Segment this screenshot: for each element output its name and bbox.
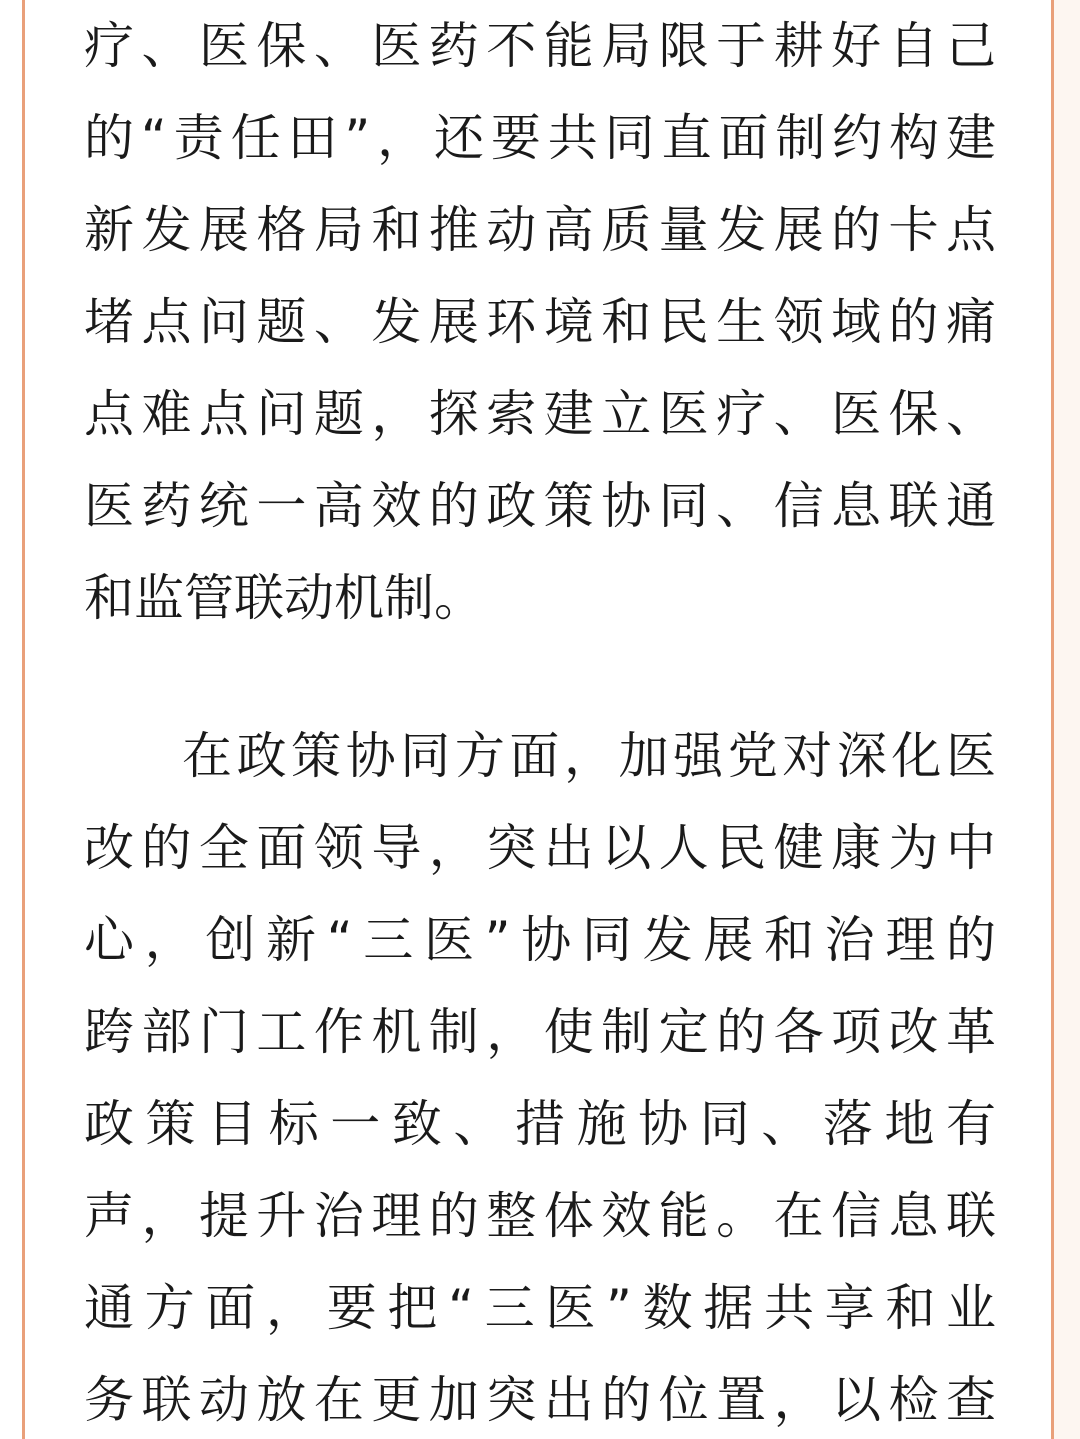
text-line: 跨部门工作机制，使制定的各项改革 (84, 1003, 996, 1061)
text-line: 改的全面领导，突出以人民健康为中 (84, 819, 996, 877)
text-line: 心，创新“三医”协同发展和治理的 (84, 911, 996, 969)
text-line: 和监管联动机制。 (84, 569, 484, 627)
text-line: 在政策协同方面，加强党对深化医 (182, 727, 996, 785)
text-line: 的“责任田”，还要共同直面制约构建 (84, 109, 996, 167)
text-line: 点难点问题，探索建立医疗、医保、 (84, 385, 996, 443)
text-line: 疗、医保、医药不能局限于耕好自己 (84, 17, 996, 75)
text-line: 医药统一高效的政策协同、信息联通 (84, 477, 996, 535)
text-line: 通方面，要把“三医”数据共享和业 (84, 1279, 996, 1337)
text-line: 声，提升治理的整体效能。在信息联 (84, 1187, 996, 1245)
text-line: 堵点问题、发展环境和民生领域的痛 (84, 293, 996, 351)
paragraph-spacing (84, 644, 996, 710)
text-line: 政策目标一致、措施协同、落地有 (84, 1095, 996, 1153)
article-body (84, 0, 996, 1439)
right-margin (1054, 0, 1080, 1439)
paragraph-1 (84, 0, 996, 644)
text-line: 新发展格局和推动高质量发展的卡点 (84, 201, 996, 259)
paragraph-2 (84, 710, 996, 1439)
text-line: 务联动放在更加突出的位置，以检查 (84, 1371, 996, 1429)
left-border-line (22, 0, 25, 1439)
